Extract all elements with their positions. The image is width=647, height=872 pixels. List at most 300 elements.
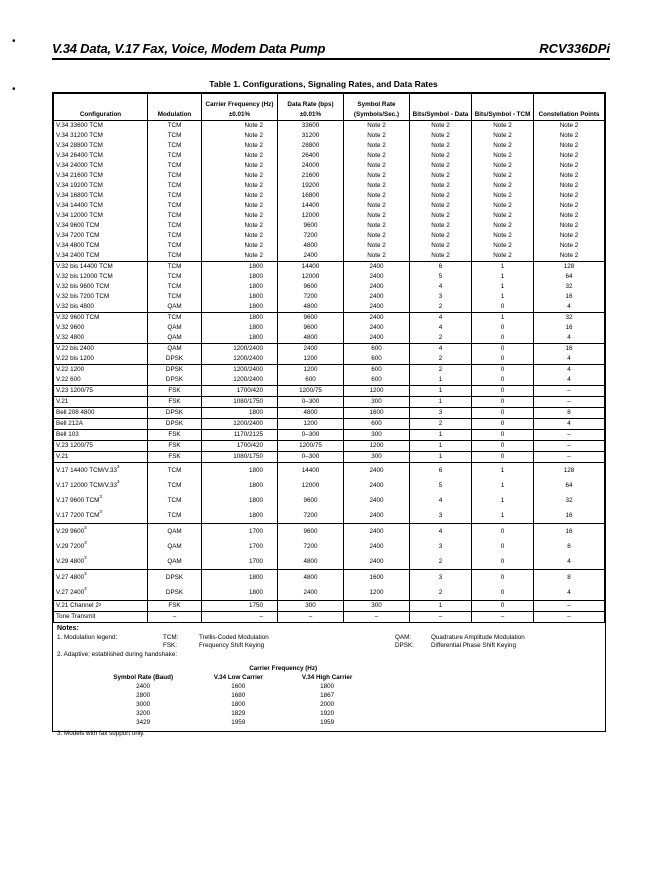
cell-bits-data: 1 bbox=[410, 386, 472, 397]
cell-bits-tcm: 0 bbox=[472, 302, 534, 313]
table-row bbox=[54, 585, 605, 601]
col-constellation-points: Constellation Points bbox=[534, 94, 605, 121]
cell-data-rate: 9600 bbox=[278, 221, 344, 231]
cell-configuration: V.29 7200$^3$ bbox=[54, 539, 148, 554]
cell-carrier-frequency: 1080/1750 bbox=[202, 397, 278, 408]
notes-section bbox=[53, 623, 605, 741]
footnote-ref: 3 bbox=[99, 494, 102, 499]
table-row bbox=[54, 452, 605, 463]
cell-constellation: – bbox=[534, 441, 605, 452]
cell-bits-data: 3 bbox=[410, 292, 472, 302]
cell-bits-tcm: Note 2 bbox=[472, 171, 534, 181]
cell-carrier-frequency: 1700 bbox=[202, 554, 278, 570]
cell-bits-tcm: 0 bbox=[472, 441, 534, 452]
legend-text: Differential Phase Shift Keying bbox=[431, 642, 516, 649]
cell-configuration: V.34 14400 TCM bbox=[54, 201, 148, 211]
cell-bits-data: 1 bbox=[410, 601, 472, 612]
cell-bits-tcm: 0 bbox=[472, 333, 534, 344]
cell-symbol-rate: Note 2 bbox=[344, 171, 410, 181]
cell-constellation: Note 2 bbox=[534, 181, 605, 191]
cell-configuration: V.17 14400 TCM/$V.33^3$ bbox=[54, 463, 148, 479]
cell-data-rate: 4800 bbox=[278, 408, 344, 419]
cell-modulation: DPSK bbox=[148, 354, 202, 365]
cell-symbol-rate: 2400 bbox=[344, 323, 410, 333]
cell-configuration: V.22 600 bbox=[54, 375, 148, 386]
table-row bbox=[54, 323, 605, 333]
cell-constellation: 8 bbox=[534, 408, 605, 419]
table-row bbox=[54, 478, 605, 493]
cell-modulation: TCM bbox=[148, 221, 202, 231]
cell-bits-data: 2 bbox=[410, 302, 472, 313]
cell-data-rate: 7200 bbox=[278, 231, 344, 241]
carrier-header: V.34 High Carrier bbox=[301, 674, 353, 681]
cell-bits-tcm: 0 bbox=[472, 452, 534, 463]
cell-modulation: QAM bbox=[148, 539, 202, 554]
legend-text: Quadrature Amplitude Modulation bbox=[431, 633, 525, 641]
table-row bbox=[54, 171, 605, 181]
cell-modulation: DPSK bbox=[148, 585, 202, 601]
cell-bits-tcm: 1 bbox=[472, 478, 534, 493]
cell-configuration: V.22 bis 2400 bbox=[54, 344, 148, 355]
table-row bbox=[54, 181, 605, 191]
cell-bits-tcm: 1 bbox=[472, 292, 534, 302]
cell-data-rate: 33600 bbox=[278, 121, 344, 132]
cell-bits-tcm: 0 bbox=[472, 397, 534, 408]
cell-data-rate: 2400 bbox=[278, 585, 344, 601]
cell-symbol-rate: 600 bbox=[344, 344, 410, 355]
table-row bbox=[54, 241, 605, 251]
table-row bbox=[54, 221, 605, 231]
cell-carrier-frequency: 1700 bbox=[202, 539, 278, 554]
cell-symbol-rate: 2400 bbox=[344, 478, 410, 493]
table-row bbox=[54, 430, 605, 441]
cell-symbol-rate: 600 bbox=[344, 354, 410, 365]
cell-bits-data: 5 bbox=[410, 272, 472, 282]
cell-bits-tcm: Note 2 bbox=[472, 181, 534, 191]
cell-bits-data: 4 bbox=[410, 344, 472, 355]
cell-bits-tcm: 0 bbox=[472, 354, 534, 365]
cell-modulation: TCM bbox=[148, 171, 202, 181]
cell-data-rate: 7200 bbox=[278, 292, 344, 302]
cell-configuration: V.34 7200 TCM bbox=[54, 231, 148, 241]
cell-configuration: V.29 9600$^3$ bbox=[54, 524, 148, 540]
cell-constellation: 4 bbox=[534, 365, 605, 376]
cell-data-rate: 4800 bbox=[278, 302, 344, 313]
table-row bbox=[54, 463, 605, 479]
carrier-cell: 2800 bbox=[136, 692, 151, 699]
cell-symbol-rate: 2400 bbox=[344, 333, 410, 344]
cell-bits-data: 4 bbox=[410, 493, 472, 508]
cell-symbol-rate: 2400 bbox=[344, 272, 410, 282]
cell-bits-data: – bbox=[410, 612, 472, 623]
cell-modulation: TCM bbox=[148, 241, 202, 251]
cell-carrier-frequency: Note 2 bbox=[202, 181, 278, 191]
cell-bits-data: 6 bbox=[410, 262, 472, 273]
cell-carrier-frequency: 1200/2400 bbox=[202, 354, 278, 365]
cell-data-rate: 4800 bbox=[278, 554, 344, 570]
cell-symbol-rate: Note 2 bbox=[344, 251, 410, 262]
cell-data-rate: 21600 bbox=[278, 171, 344, 181]
table-header-row bbox=[54, 94, 605, 121]
cell-bits-data: Note 2 bbox=[410, 151, 472, 161]
cell-constellation: Note 2 bbox=[534, 231, 605, 241]
cell-modulation: FSK bbox=[148, 601, 202, 612]
cell-symbol-rate: Note 2 bbox=[344, 161, 410, 171]
carrier-row bbox=[92, 718, 372, 727]
cell-bits-tcm: 0 bbox=[472, 524, 534, 540]
cell-data-rate: 1200/75 bbox=[278, 441, 344, 452]
carrier-title: Carrier Frequency (Hz) bbox=[249, 665, 318, 672]
cell-configuration: V.23 1200/75 bbox=[54, 441, 148, 452]
footnote-ref: 3 bbox=[84, 571, 87, 576]
cell-symbol-rate: Note 2 bbox=[344, 231, 410, 241]
carrier-row bbox=[92, 682, 372, 691]
cell-modulation: TCM bbox=[148, 292, 202, 302]
cell-symbol-rate: 2400 bbox=[344, 282, 410, 292]
cell-data-rate: 14400 bbox=[278, 463, 344, 479]
cell-constellation: 4 bbox=[534, 354, 605, 365]
cell-modulation: QAM bbox=[148, 344, 202, 355]
carrier-cell: 1680 bbox=[231, 692, 246, 699]
cell-bits-data: 2 bbox=[410, 333, 472, 344]
cell-symbol-rate: 1200 bbox=[344, 585, 410, 601]
cell-constellation: 32 bbox=[534, 282, 605, 292]
cell-configuration: V.34 9600 TCM bbox=[54, 221, 148, 231]
cell-carrier-frequency: 1800 bbox=[202, 262, 278, 273]
cell-constellation: 128 bbox=[534, 463, 605, 479]
footnote-ref: 3 bbox=[84, 586, 87, 591]
carrier-header: V.34 Low Carrier bbox=[213, 674, 263, 681]
table-row bbox=[54, 570, 605, 586]
table-row bbox=[54, 302, 605, 313]
legend-key: TCM: bbox=[163, 633, 179, 641]
table-row bbox=[54, 386, 605, 397]
cell-constellation: 4 bbox=[534, 375, 605, 386]
cell-modulation: FSK bbox=[148, 452, 202, 463]
legend-text: Trellis-Coded Modulation bbox=[199, 633, 269, 641]
margin-dot: • bbox=[12, 36, 16, 47]
cell-modulation: FSK bbox=[148, 397, 202, 408]
cell-data-rate: 1200 bbox=[278, 354, 344, 365]
col-data-rate: Data Rate (bps) ±0.01% bbox=[278, 94, 344, 121]
cell-data-rate: 9600 bbox=[278, 323, 344, 333]
legend-key: QAM: bbox=[395, 633, 412, 641]
cell-carrier-frequency: 1800 bbox=[202, 313, 278, 324]
cell-configuration: V.21 bbox=[54, 397, 148, 408]
cell-bits-tcm: Note 2 bbox=[472, 161, 534, 171]
cell-constellation: Note 2 bbox=[534, 171, 605, 181]
table-row bbox=[54, 419, 605, 430]
cell-carrier-frequency: 1800 bbox=[202, 272, 278, 282]
table-row bbox=[54, 539, 605, 554]
cell-data-rate: 1200 bbox=[278, 419, 344, 430]
cell-data-rate: 7200 bbox=[278, 539, 344, 554]
cell-bits-data: 4 bbox=[410, 323, 472, 333]
cell-bits-data: 1 bbox=[410, 397, 472, 408]
cell-symbol-rate: Note 2 bbox=[344, 151, 410, 161]
cell-carrier-frequency: Note 2 bbox=[202, 211, 278, 221]
table-row bbox=[54, 554, 605, 570]
cell-carrier-frequency: 1800 bbox=[202, 323, 278, 333]
cell-symbol-rate: 2400 bbox=[344, 554, 410, 570]
cell-constellation: – bbox=[534, 397, 605, 408]
cell-data-rate: 4800 bbox=[278, 570, 344, 586]
cell-bits-tcm: 0 bbox=[472, 430, 534, 441]
cell-symbol-rate: 2400 bbox=[344, 302, 410, 313]
cell-constellation: 64 bbox=[534, 478, 605, 493]
cell-configuration: V.32 9600 TCM bbox=[54, 313, 148, 324]
cell-bits-tcm: Note 2 bbox=[472, 211, 534, 221]
cell-bits-data: 2 bbox=[410, 419, 472, 430]
table-row bbox=[54, 231, 605, 241]
cell-carrier-frequency: Note 2 bbox=[202, 241, 278, 251]
carrier-header: Symbol Rate (Baud) bbox=[113, 674, 174, 681]
cell-carrier-frequency: 1200/2400 bbox=[202, 365, 278, 376]
cell-bits-tcm: 1 bbox=[472, 282, 534, 292]
cell-data-rate: 31200 bbox=[278, 131, 344, 141]
cell-bits-tcm: Note 2 bbox=[472, 151, 534, 161]
cell-data-rate: 12000 bbox=[278, 272, 344, 282]
cell-bits-data: Note 2 bbox=[410, 251, 472, 262]
cell-modulation: DPSK bbox=[148, 408, 202, 419]
cell-configuration: V.17 12000 TCM/$V.33^3$ bbox=[54, 478, 148, 493]
cell-bits-data: Note 2 bbox=[410, 181, 472, 191]
cell-symbol-rate: Note 2 bbox=[344, 211, 410, 221]
cell-data-rate: 600 bbox=[278, 375, 344, 386]
cell-configuration: V.32 bis 4800 bbox=[54, 302, 148, 313]
page-title: V.34 Data, V.17 Fax, Voice, Modem Data Pump bbox=[52, 41, 326, 56]
cell-bits-tcm: – bbox=[472, 612, 534, 623]
cell-carrier-frequency: Note 2 bbox=[202, 171, 278, 181]
cell-bits-tcm: 0 bbox=[472, 323, 534, 333]
cell-bits-tcm: 0 bbox=[472, 554, 534, 570]
cell-constellation: Note 2 bbox=[534, 121, 605, 132]
cell-constellation: – bbox=[534, 612, 605, 623]
cell-bits-data: 3 bbox=[410, 408, 472, 419]
cell-bits-data: 6 bbox=[410, 463, 472, 479]
carrier-cell: 1800 bbox=[231, 701, 246, 708]
cell-constellation: Note 2 bbox=[534, 151, 605, 161]
cell-data-rate: 28800 bbox=[278, 141, 344, 151]
cell-bits-tcm: Note 2 bbox=[472, 141, 534, 151]
cell-bits-data: 4 bbox=[410, 313, 472, 324]
cell-constellation: 8 bbox=[534, 539, 605, 554]
cell-bits-tcm: 0 bbox=[472, 365, 534, 376]
cell-carrier-frequency: 1800 bbox=[202, 493, 278, 508]
margin-dot: • bbox=[12, 84, 16, 95]
cell-bits-tcm: 0 bbox=[472, 585, 534, 601]
cell-bits-data: 3 bbox=[410, 508, 472, 524]
carrier-cell: 1959 bbox=[231, 719, 246, 726]
table-row bbox=[54, 524, 605, 540]
cell-bits-tcm: 0 bbox=[472, 386, 534, 397]
cell-bits-data: Note 2 bbox=[410, 141, 472, 151]
cell-bits-data: Note 2 bbox=[410, 121, 472, 132]
cell-bits-data: 1 bbox=[410, 430, 472, 441]
cell-modulation: TCM bbox=[148, 211, 202, 221]
footnote-ref: 3 bbox=[84, 540, 87, 545]
cell-bits-data: 2 bbox=[410, 585, 472, 601]
cell-modulation: QAM bbox=[148, 554, 202, 570]
cell-symbol-rate: 1200 bbox=[344, 386, 410, 397]
cell-bits-data: 1 bbox=[410, 375, 472, 386]
cell-configuration: V.34 4800 TCM bbox=[54, 241, 148, 251]
note2: 2. Adaptive; established during handshake: bbox=[57, 650, 178, 658]
cell-bits-tcm: 1 bbox=[472, 313, 534, 324]
cell-modulation: TCM bbox=[148, 282, 202, 292]
col-bits-symbol-tcm: Bits/Symbol - TCM bbox=[472, 94, 534, 121]
cell-symbol-rate: 2400 bbox=[344, 524, 410, 540]
cell-data-rate: 300 bbox=[278, 601, 344, 612]
cell-bits-tcm: Note 2 bbox=[472, 131, 534, 141]
cell-configuration: V.34 24000 TCM bbox=[54, 161, 148, 171]
carrier-cell: 3200 bbox=[136, 710, 151, 717]
cell-data-rate: 9600 bbox=[278, 313, 344, 324]
cell-carrier-frequency: 1800 bbox=[202, 508, 278, 524]
cell-constellation: 16 bbox=[534, 344, 605, 355]
cell-data-rate: 14400 bbox=[278, 201, 344, 211]
cell-data-rate: 14400 bbox=[278, 262, 344, 273]
cell-configuration: V.34 21600 TCM bbox=[54, 171, 148, 181]
cell-modulation: QAM bbox=[148, 323, 202, 333]
col-bits-symbol-data: Bits/Symbol - Data bbox=[410, 94, 472, 121]
cell-constellation: Note 2 bbox=[534, 141, 605, 151]
cell-configuration: V.22 bis 1200 bbox=[54, 354, 148, 365]
table-row bbox=[54, 365, 605, 376]
cell-constellation: Note 2 bbox=[534, 191, 605, 201]
cell-data-rate: 9600 bbox=[278, 524, 344, 540]
cell-bits-data: 2 bbox=[410, 365, 472, 376]
cell-configuration: V.34 33600 TCM bbox=[54, 121, 148, 132]
cell-configuration: V.34 28800 TCM bbox=[54, 141, 148, 151]
cell-bits-tcm: Note 2 bbox=[472, 241, 534, 251]
carrier-row bbox=[92, 709, 372, 718]
cell-configuration: V.27 2400$^3$ bbox=[54, 585, 148, 601]
cell-bits-data: Note 2 bbox=[410, 231, 472, 241]
cell-modulation: TCM bbox=[148, 493, 202, 508]
cell-modulation: QAM bbox=[148, 524, 202, 540]
cell-symbol-rate: 2400 bbox=[344, 463, 410, 479]
cell-constellation: 4 bbox=[534, 585, 605, 601]
table-row bbox=[54, 354, 605, 365]
cell-configuration: V.32 bis 7200 TCM bbox=[54, 292, 148, 302]
table-row bbox=[54, 508, 605, 524]
cell-carrier-frequency: 1800 bbox=[202, 463, 278, 479]
table-row bbox=[54, 211, 605, 221]
cell-bits-tcm: Note 2 bbox=[472, 191, 534, 201]
carrier-row bbox=[92, 691, 372, 700]
cell-modulation: TCM bbox=[148, 141, 202, 151]
cell-bits-tcm: Note 2 bbox=[472, 221, 534, 231]
table-row bbox=[54, 201, 605, 211]
cell-symbol-rate: Note 2 bbox=[344, 181, 410, 191]
table-row bbox=[54, 333, 605, 344]
cell-bits-data: 3 bbox=[410, 570, 472, 586]
cell-constellation: 16 bbox=[534, 524, 605, 540]
carrier-cell: 1600 bbox=[231, 683, 246, 690]
cell-configuration: V.34 31200 TCM bbox=[54, 131, 148, 141]
cell-carrier-frequency: 1800 bbox=[202, 302, 278, 313]
cell-data-rate: 24000 bbox=[278, 161, 344, 171]
table-row bbox=[54, 397, 605, 408]
cell-symbol-rate: 2400 bbox=[344, 262, 410, 273]
cell-configuration: V.34 19200 TCM bbox=[54, 181, 148, 191]
cell-data-rate: 12000 bbox=[278, 478, 344, 493]
footnote-ref: 3 bbox=[99, 509, 102, 514]
cell-bits-data: Note 2 bbox=[410, 211, 472, 221]
cell-bits-data: 4 bbox=[410, 524, 472, 540]
cell-configuration: Tone Transmit bbox=[54, 612, 148, 623]
cell-bits-tcm: 1 bbox=[472, 508, 534, 524]
cell-carrier-frequency: 1700/420 bbox=[202, 441, 278, 452]
legend-text: Frequency Shift Keying bbox=[199, 642, 265, 649]
cell-carrier-frequency: Note 2 bbox=[202, 121, 278, 132]
table-row bbox=[54, 262, 605, 273]
cell-symbol-rate: 300 bbox=[344, 397, 410, 408]
cell-bits-data: 2 bbox=[410, 354, 472, 365]
table-row bbox=[54, 601, 605, 612]
cell-configuration: V.17 7200 TCM$^3$ bbox=[54, 508, 148, 524]
table-row bbox=[54, 191, 605, 201]
cell-modulation: TCM bbox=[148, 272, 202, 282]
cell-bits-tcm: 1 bbox=[472, 272, 534, 282]
cell-bits-tcm: 1 bbox=[472, 493, 534, 508]
cell-modulation: TCM bbox=[148, 313, 202, 324]
cell-symbol-rate: Note 2 bbox=[344, 241, 410, 251]
cell-constellation: Note 2 bbox=[534, 131, 605, 141]
carrier-cell: 1829 bbox=[231, 710, 246, 717]
cell-configuration: V.22 1200 bbox=[54, 365, 148, 376]
cell-symbol-rate: Note 2 bbox=[344, 141, 410, 151]
cell-configuration: V.27 4800$^3$ bbox=[54, 570, 148, 586]
cell-constellation: 4 bbox=[534, 302, 605, 313]
cell-configuration: V.34 12000 TCM bbox=[54, 211, 148, 221]
cell-carrier-frequency: 1800 bbox=[202, 570, 278, 586]
cell-bits-tcm: 0 bbox=[472, 539, 534, 554]
table-row bbox=[54, 408, 605, 419]
col-configuration: Configuration bbox=[54, 94, 148, 121]
cell-constellation: Note 2 bbox=[534, 251, 605, 262]
cell-bits-tcm: 0 bbox=[472, 570, 534, 586]
cell-symbol-rate: 300 bbox=[344, 430, 410, 441]
cell-symbol-rate: 1600 bbox=[344, 408, 410, 419]
cell-constellation: Note 2 bbox=[534, 221, 605, 231]
cell-symbol-rate: 1200 bbox=[344, 441, 410, 452]
note1-label: 1. Modulation legend: bbox=[57, 633, 118, 641]
cell-bits-tcm: Note 2 bbox=[472, 231, 534, 241]
table-row bbox=[54, 313, 605, 324]
cell-constellation: Note 2 bbox=[534, 161, 605, 171]
cell-configuration: V.32 bis 14400 TCM bbox=[54, 262, 148, 273]
cell-bits-data: Note 2 bbox=[410, 221, 472, 231]
cell-bits-data: 1 bbox=[410, 441, 472, 452]
cell-bits-tcm: Note 2 bbox=[472, 121, 534, 132]
cell-carrier-frequency: Note 2 bbox=[202, 161, 278, 171]
carrier-cell: 1800 bbox=[320, 683, 335, 690]
modulation-legend-row bbox=[57, 634, 601, 643]
cell-constellation: – bbox=[534, 452, 605, 463]
page-header bbox=[52, 38, 610, 60]
carrier-cell: 2400 bbox=[136, 683, 151, 690]
cell-symbol-rate: 2400 bbox=[344, 313, 410, 324]
cell-constellation: – bbox=[534, 386, 605, 397]
cell-modulation: TCM bbox=[148, 478, 202, 493]
cell-data-rate: 2400 bbox=[278, 344, 344, 355]
cell-symbol-rate: Note 2 bbox=[344, 131, 410, 141]
cell-modulation: FSK bbox=[148, 430, 202, 441]
cell-symbol-rate: 300 bbox=[344, 452, 410, 463]
cell-constellation: Note 2 bbox=[534, 211, 605, 221]
